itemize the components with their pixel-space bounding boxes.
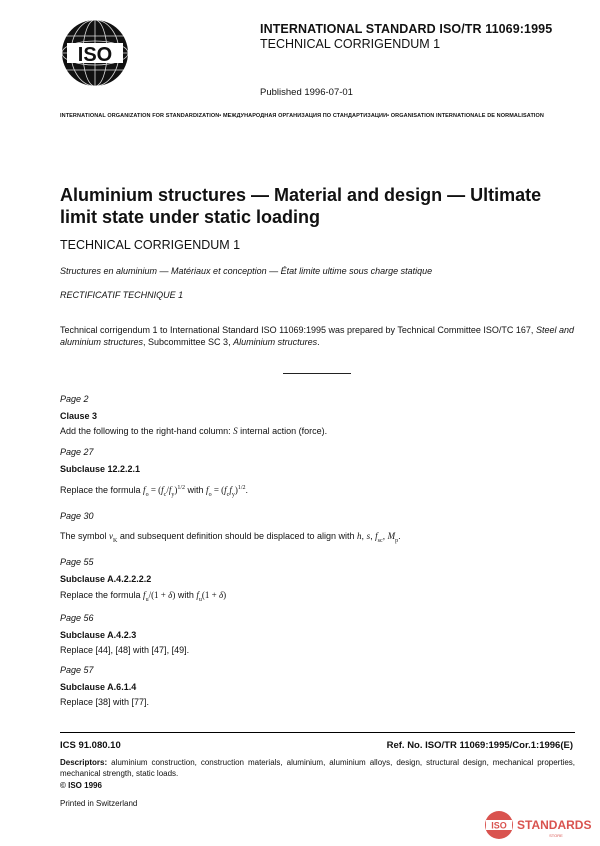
reference-number: Ref. No. ISO/TR 11069:1995/Cor.1:1996(E)	[386, 740, 573, 751]
published-date: Published 1996-07-01	[260, 87, 353, 98]
clause-heading: Subclause A.4.2.3	[60, 630, 137, 640]
intro-paragraph: Technical corrigendum 1 to International Standard ISO 11069:1995 was prepared by Technical Committee ISO/TC 167, Steel and aluminium structures, Subcommittee SC 3, Aluminium structures.	[60, 325, 574, 347]
standard-number: INTERNATIONAL STANDARD ISO/TR 11069:1995	[260, 22, 553, 36]
french-corrigendum: RECTIFICATIF TECHNIQUE 1	[60, 290, 184, 300]
page-ref: Page 2	[60, 394, 89, 404]
french-title: Structures en aluminium — Matériaux et conception — État limite ultime sous charge statique	[60, 266, 433, 276]
clause-heading: Subclause 12.2.2.1	[60, 464, 141, 474]
clause-heading: Clause 3	[60, 411, 98, 421]
corrigendum-label: TECHNICAL CORRIGENDUM 1	[260, 37, 441, 51]
clause-heading: Subclause A.6.1.4	[60, 682, 137, 692]
page-ref: Page 27	[60, 447, 94, 457]
page-ref: Page 56	[60, 613, 94, 623]
section-divider	[283, 373, 351, 374]
iso-standards-store-badge	[484, 810, 594, 840]
iso-logo	[60, 18, 130, 88]
correction-formula: Replace the formula $f_o = (f_c/f_y)^{1/2}$ with $f_o = (f_cf_y)^{1/2}$.	[60, 485, 249, 498]
copyright: © ISO 1996	[60, 781, 102, 790]
ics-code: ICS 91.080.10	[60, 740, 121, 751]
correction-text: Add the following to the right-hand column: S internal action (force).	[60, 426, 328, 436]
correction-text: The symbol $\nu_K$ and subsequent definition should be displaced to align with h, s, $f_{sc}$, $M_p$.	[60, 531, 401, 544]
badge-standards-text: STANDARDS	[517, 818, 592, 832]
correction-text: Replace [38] with [77].	[60, 697, 150, 707]
page-ref: Page 30	[60, 511, 94, 521]
printed-location: Printed in Switzerland	[60, 799, 138, 808]
badge-store-text: STORE	[549, 833, 563, 838]
document-title: Aluminium structures — Material and design — Ultimate limit state under static loading	[60, 185, 542, 227]
descriptors: Descriptors: aluminium construction, construction materials, aluminium, aluminium alloys, design, structural design, mechanical properties, mechanical strength, static loads.	[60, 758, 575, 778]
footer-rule	[60, 732, 575, 733]
corrigendum-heading: TECHNICAL CORRIGENDUM 1	[60, 238, 241, 252]
clause-heading: Subclause A.4.2.2.2.2	[60, 574, 152, 584]
organization-banner: INTERNATIONAL ORGANIZATION FOR STANDARDIZATION• МЕЖДУНАРОДНАЯ ОРГАНИЗАЦИЯ ПО СТАНДАРТИЗАЦИИ• ORGANISATION INTERNATIONALE DE NORMALISATION	[60, 113, 544, 119]
logo-text: ISO	[77, 44, 113, 66]
badge-iso-text: ISO	[491, 820, 507, 831]
page-ref: Page 55	[60, 557, 94, 567]
page-ref: Page 57	[60, 665, 94, 675]
correction-text: Replace [44], [48] with [47], [49].	[60, 645, 190, 655]
correction-formula: Replace the formula $f_u/(1 + \delta)$ with $f_u(1 + \delta)$	[60, 590, 227, 603]
